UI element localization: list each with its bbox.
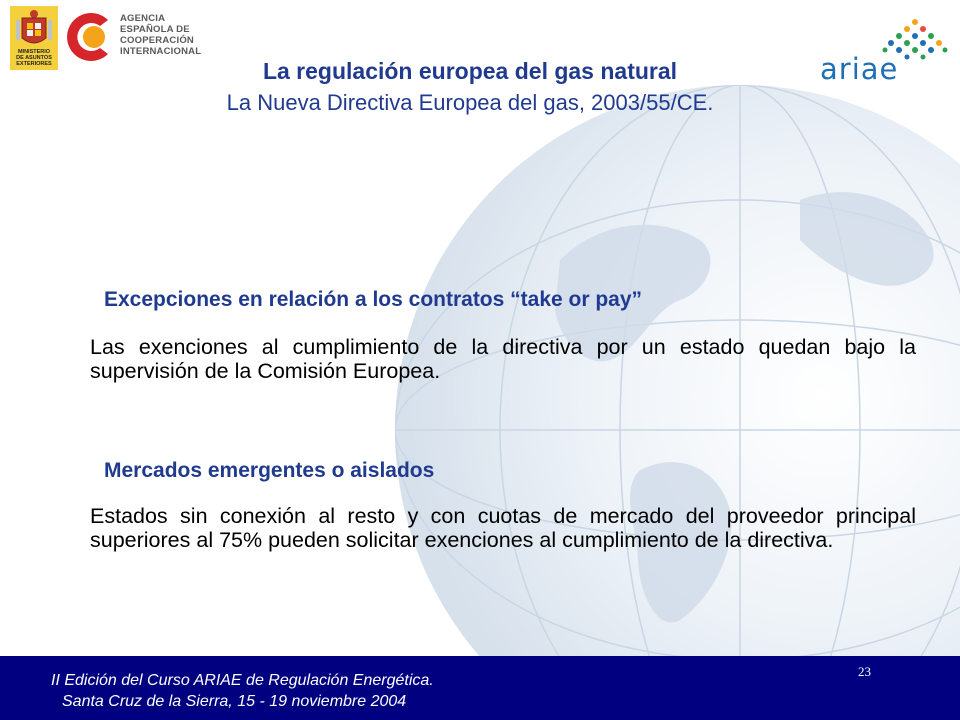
aecid-line-2: ESPAÑOLA DE [120,24,190,35]
section-text-take-or-pay: Las exenciones al cumplimiento de la directiva por un estado quedan bajo la supervisión de la Comisión Europea. [90,335,916,383]
ministry-line-1: MINISTERIO [17,49,51,55]
footer-course-title: II Edición del Curso ARIAE de Regulación Energética. [51,672,434,689]
ministry-line-3: EXTERIORES [16,61,52,67]
aecid-line-4: INTERNACIONAL [120,46,202,57]
page-number: 23 [858,664,871,679]
section-text-emergent-markets: Estados sin conexión al resto y con cuotas de mercado del proveedor principal superiores al 75% pueden solicitar exenciones al cumplimiento de la directiva. [90,504,916,552]
slide-title: La regulación europea del gas natural [262,58,678,84]
aecid-wordmark [120,13,201,57]
aecid-line-1: AGENCIA [120,13,166,24]
slide-subtitle: La Nueva Directiva Europea del gas, 2003/55/CE. [226,90,714,115]
section-heading-emergent-markets: Mercados emergentes o aislados [104,459,435,482]
section-heading-take-or-pay: Excepciones en relación a los contratos “take or pay” [104,288,643,311]
ministry-line-2: DE ASUNTOS [16,55,52,61]
aecid-line-3: COOPERACIÓN [120,35,194,46]
footer-location-date: Santa Cruz de la Sierra, 15 - 19 noviembre 2004 [62,693,407,710]
ariae-wordmark: ariae [820,52,899,86]
